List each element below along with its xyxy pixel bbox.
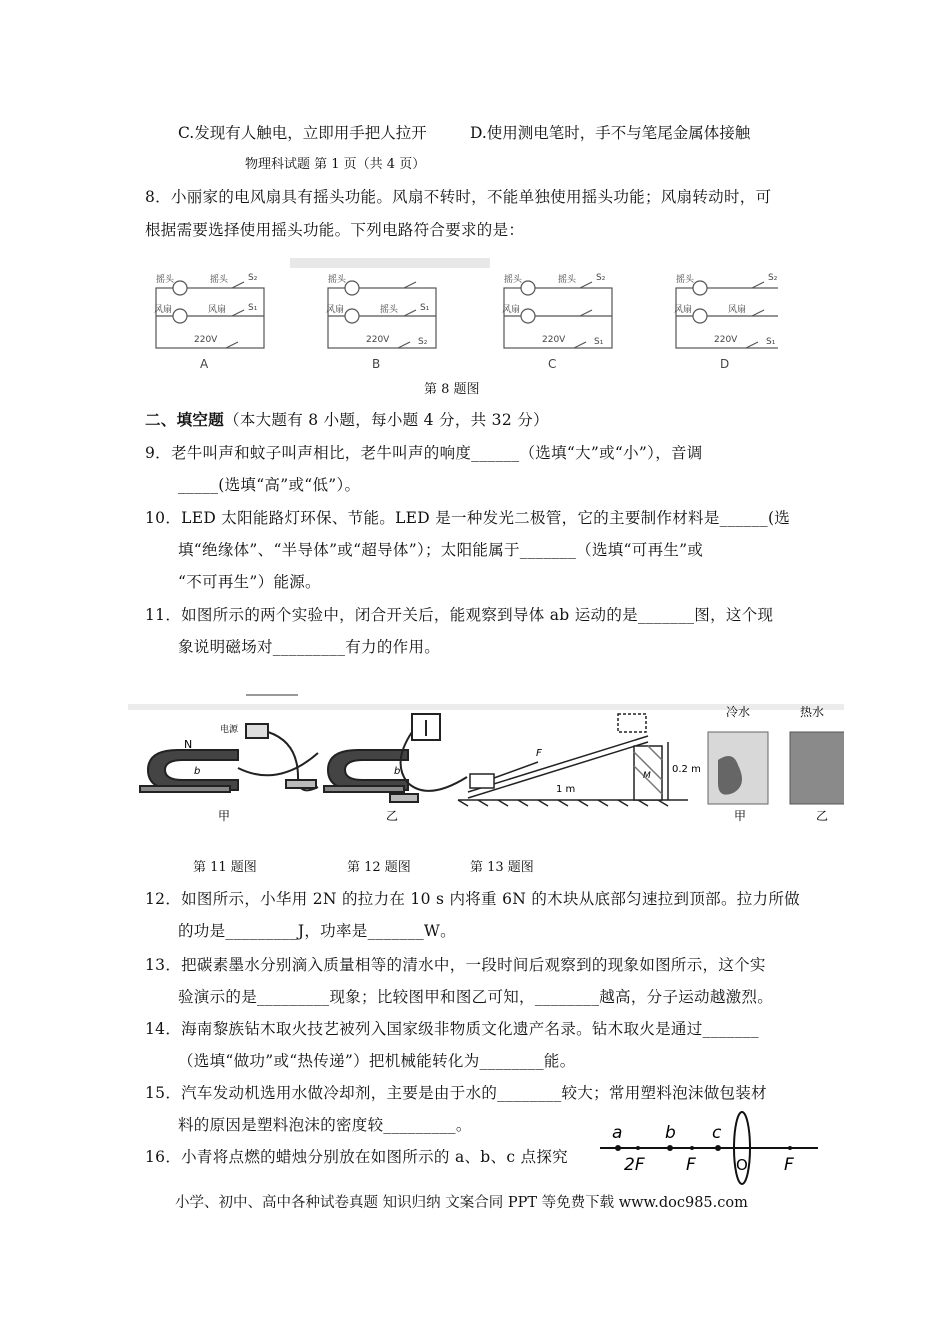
q11-line1: 11．如图所示的两个实验中，闭合开关后，能观察到导体 ab 运动的是_______图，这个现 [145,606,774,624]
circuit-mid-left-label: 风扇 [502,305,521,315]
circuit-top-right-label: 摇头 [558,275,577,285]
fig11-b-label: b [194,766,201,777]
point-c [715,1145,721,1151]
section-title: 二、填空题 [145,410,225,429]
page-number-footer: 物理科试题 第 1 页（共 4 页） [245,157,426,172]
q8-line1: 8．小丽家的电风扇具有摇头功能。风扇不转时，不能单独使用摇头功能；风扇转动时，可 [145,188,772,206]
q10-line3: “不可再生”）能源。 [178,573,321,591]
fig13-cold-beaker [708,732,768,804]
circuit-top-left-label: 摇头 [328,275,347,285]
label-a: a [612,1123,623,1143]
q7-option-c: C.发现有人触电，立即用手把人拉开 [178,124,427,142]
circuit-mid-right-label: 摇头 [380,305,399,315]
point-b [667,1145,673,1151]
q12-line2: 的功是_________J，功率是_______W。 [178,922,456,940]
q15-line1: 15．汽车发动机选用水做冷却剂，主要是由于水的________较大；常用塑料泡沫做包装材 [145,1084,767,1102]
fig13-hot-label: 热水 [800,705,825,719]
fig12-m-label: M [643,771,651,781]
label-f-left: F [686,1155,696,1175]
circuit-mid-right-label: 风扇 [728,305,747,315]
fig13-hot-beaker [790,732,844,804]
label-b: b [665,1123,676,1143]
q16-lens-diagram [600,1108,822,1186]
fig12-length-label: 1 m [556,784,576,795]
circuit-mid-right-label: 风扇 [208,305,227,315]
q16-line1: 16．小青将点燃的蜡烛分别放在如图所示的 a、b、c 点探究 [145,1148,568,1166]
q13-line1: 13．把碳素墨水分别滴入质量相等的清水中，一段时间后观察到的现象如图所示，这个实 [145,956,766,974]
fig13-caption: 第 13 题图 [470,860,534,875]
circuit-mid-left-label: 风扇 [674,305,693,315]
page-footer-ad: 小学、初中、高中各种试卷真题 知识归纳 文案合同 PPT 等免费下载 www.doc985.com [175,1195,748,1211]
q10-line2: 填“绝缘体”、“半导体”或“超导体”）；太阳能属于_______（选填“可再生”或 [178,541,704,559]
circuit-switch-bottom-label: S₁ [766,337,776,347]
circuit-switch-bottom-label: S₂ [418,337,428,347]
q15-line2: 料的原因是塑料泡沫的密度较_________。 [178,1116,472,1134]
label-o: O [736,1156,748,1174]
circuit-switch-mid-label: S₁ [248,303,258,313]
fig13-yi-label: 乙 [816,809,829,823]
circuit-option-label: A [200,357,209,371]
q7-option-d: D.使用测电笔时，手不与笔尾金属体接触 [470,124,751,142]
label-f-right: F [784,1155,794,1175]
circuit-switch-top-label: S₂ [768,273,778,283]
fig13-cold-label: 冷水 [726,705,751,719]
fig12-height-label: 0.2 m [672,764,701,775]
q12-line1: 12．如图所示，小华用 2N 的拉力在 10 s 内将重 6N 的木块从底部匀速拉到顶部。拉力所做 [145,890,800,908]
label-c: c [712,1123,722,1143]
q8-line2: 根据需要选择使用摇头功能。下列电路符合要求的是： [145,221,525,239]
circuit-top-left-label: 摇头 [676,275,695,285]
circuit-option-label: B [372,357,381,371]
circuit-top-right-label: 摇头 [210,275,229,285]
fig11-yi-label: 乙 [386,809,399,823]
fig13-jia-label: 甲 [734,809,747,823]
section-note: （本大题有 8 小题，每小题 4 分，共 32 分） [224,411,549,429]
circuit-mid-left-label: 风扇 [154,305,173,315]
q14-line1: 14．海南黎族钻木取火技艺被列入国家级非物质文化遗产名录。钻木取火是通过_______ [145,1020,759,1038]
circuit-option-label: C [548,357,557,371]
figures-row-11-12-13 [128,690,844,840]
fig11-power-label: 电源 [220,725,239,735]
q9-line2: _____(选填“高”或“低”）。 [178,476,361,494]
point-a [615,1145,621,1151]
circuit-voltage-label: 220V [194,335,218,345]
circuit-option-label: D [720,357,730,371]
q14-line2: （选填“做功”或“热传递”）把机械能转化为________能。 [178,1052,576,1070]
label-2f: 2F [624,1155,645,1175]
circuit-voltage-label: 220V [366,335,390,345]
fig11-b2-label: b [394,766,401,777]
circuit-switch-bottom-label: S₁ [594,337,604,347]
section-heading [145,408,549,430]
q8-circuits-figure [148,258,778,376]
circuit-voltage-label: 220V [714,335,738,345]
q13-line2: 验演示的是_________现象；比较图甲和图乙可知，________越高，分子运动越激烈。 [178,988,774,1006]
circuit-switch-top-label: S₂ [248,273,258,283]
circuit-switch-mid-label: S₁ [420,303,430,313]
fig11-caption: 第 11 题图 [193,860,257,875]
fig11-jia-label: 甲 [218,809,231,823]
fig11-galvanometer-setup [324,714,467,802]
q10-line1: 10．LED 太阳能路灯环保、节能。LED 是一种发光二极管，它的主要制作材料是______(选 [145,509,791,527]
q11-line2: 象说明磁场对_________有力的作用。 [178,638,441,656]
fig12-f-label: F [536,748,542,759]
circuit-top-left-label: 摇头 [156,275,175,285]
fig11-n-label: N [184,738,193,751]
circuit-top-left-label: 摇头 [504,275,523,285]
circuit-voltage-label: 220V [542,335,566,345]
q8-figure-caption: 第 8 题图 [424,382,480,397]
fig12-caption: 第 12 题图 [347,860,411,875]
q9-line1: 9．老牛叫声和蚊子叫声相比，老牛叫声的响度______（选填“大”或“小”），音调 [145,444,703,462]
circuit-mid-left-label: 风扇 [326,305,345,315]
circuit-switch-top-label: S₂ [596,273,606,283]
